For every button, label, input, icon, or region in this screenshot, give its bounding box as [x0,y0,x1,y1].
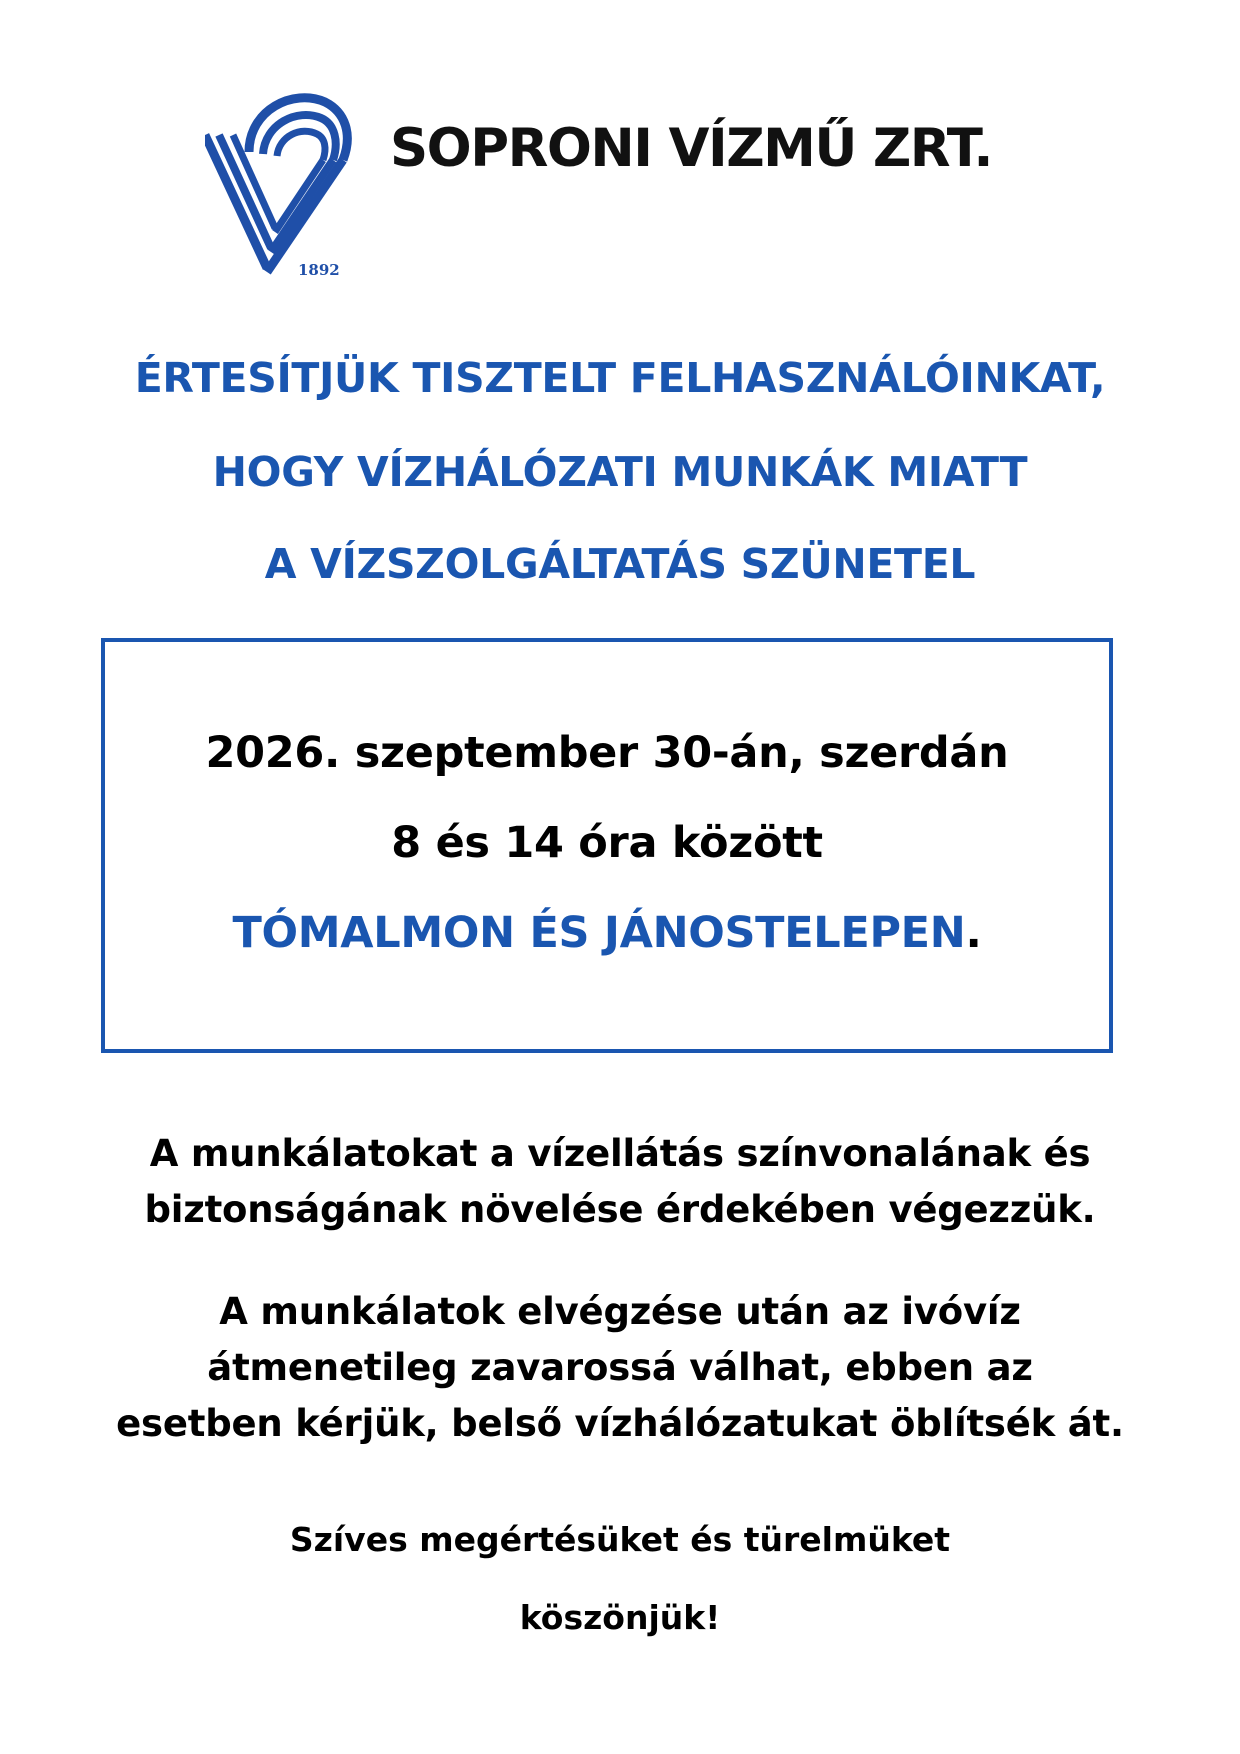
headline-line-3: A VÍZSZOLGÁLTATÁS SZÜNETEL [264,540,976,588]
paragraph1-line1: A munkálatokat a vízellátás színvonalának és [149,1132,1091,1175]
closing-line2: köszönjük! [519,1598,721,1637]
company-name: SOPRONI VÍZMŰ ZRT. [390,118,992,179]
location-punct: . [965,908,982,958]
location-line [105,908,1109,958]
paragraph2-line3: esetben kérjük, belső vízhálózatukat öblítsék át. [116,1402,1124,1445]
location-text: TÓMALMON ÉS JÁNOSTELEPEN [232,908,966,958]
closing-line1: Szíves megértésüket és türelmüket [289,1520,951,1559]
paragraph2-line1: A munkálatok elvégzése után az ivóvíz [219,1290,1021,1333]
paragraph1-line2: biztonságának növelése érdekében végezzük. [144,1188,1096,1231]
paragraph2-line2: átmenetileg zavarossá válhat, ebben az [207,1346,1033,1389]
time-line: 8 és 14 óra között [391,818,823,868]
notice-box [101,638,1113,1053]
v-shaped-water-logo-icon [205,90,355,280]
headline-line-1: ÉRTESÍTJÜK TISZTELT FELHASZNÁLÓINKAT, [134,354,1106,402]
logo-year: 1892 [298,261,340,279]
date-line: 2026. szeptember 30-án, szerdán [205,728,1009,778]
headline-line-2: HOGY VÍZHÁLÓZATI MUNKÁK MIATT [212,448,1028,496]
